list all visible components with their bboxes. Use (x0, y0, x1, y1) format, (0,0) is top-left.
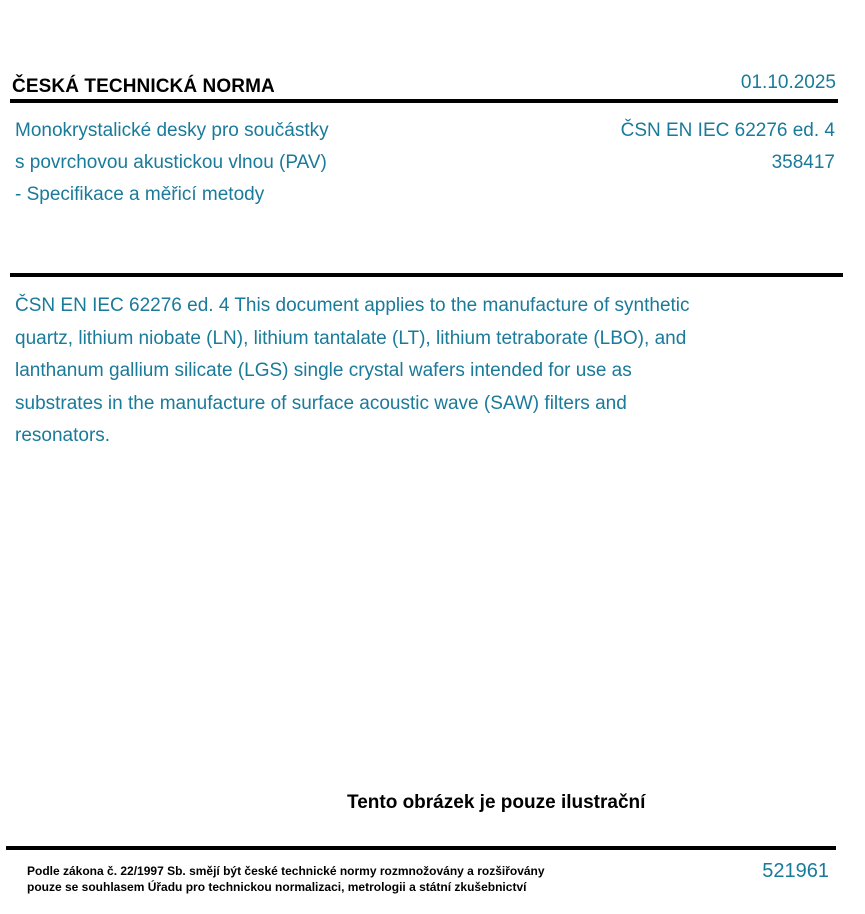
header-divider (10, 99, 838, 103)
standard-designation: ČSN EN IEC 62276 ed. 4 (620, 120, 835, 141)
abstract-text: ČSN EN IEC 62276 ed. 4 This document applies to the manufacture of synthetic quartz, lithium niobate (LN), lithium tantalate (LT), lithium tetraborate (LBO), and lanthanum gallium silicate (LGS) single crystal wafers intended for use as substrates in the manufacture of surface acoustic wave (SAW) filters and resonators. (15, 295, 690, 446)
standard-title-line: s povrchovou akustickou vlnou (PAV) (15, 152, 327, 173)
footer-divider (6, 846, 836, 850)
legal-notice-line: pouze se souhlasem Úřadu pro technickou normalizaci, metrologii a státní zkušebnictví (27, 880, 527, 894)
standard-title-line: Monokrystalické desky pro součástky (15, 120, 329, 141)
document-code: 521961 (762, 860, 829, 882)
document-type-title: ČESKÁ TECHNICKÁ NORMA (12, 76, 275, 97)
illustrative-note: Tento obrázek je pouze ilustrační (347, 792, 646, 813)
section-divider (10, 273, 843, 277)
standard-identifiers (621, 115, 835, 179)
legal-notice (27, 863, 545, 895)
publication-date: 01.10.2025 (740, 72, 836, 93)
standard-title (15, 115, 329, 211)
legal-notice-line: Podle zákona č. 22/1997 Sb. smějí být české technické normy rozmnožovány a rozšiřovány (27, 864, 545, 878)
standard-title-line: - Specifikace a měřicí metody (15, 184, 265, 205)
catalog-number: 358417 (771, 152, 835, 173)
